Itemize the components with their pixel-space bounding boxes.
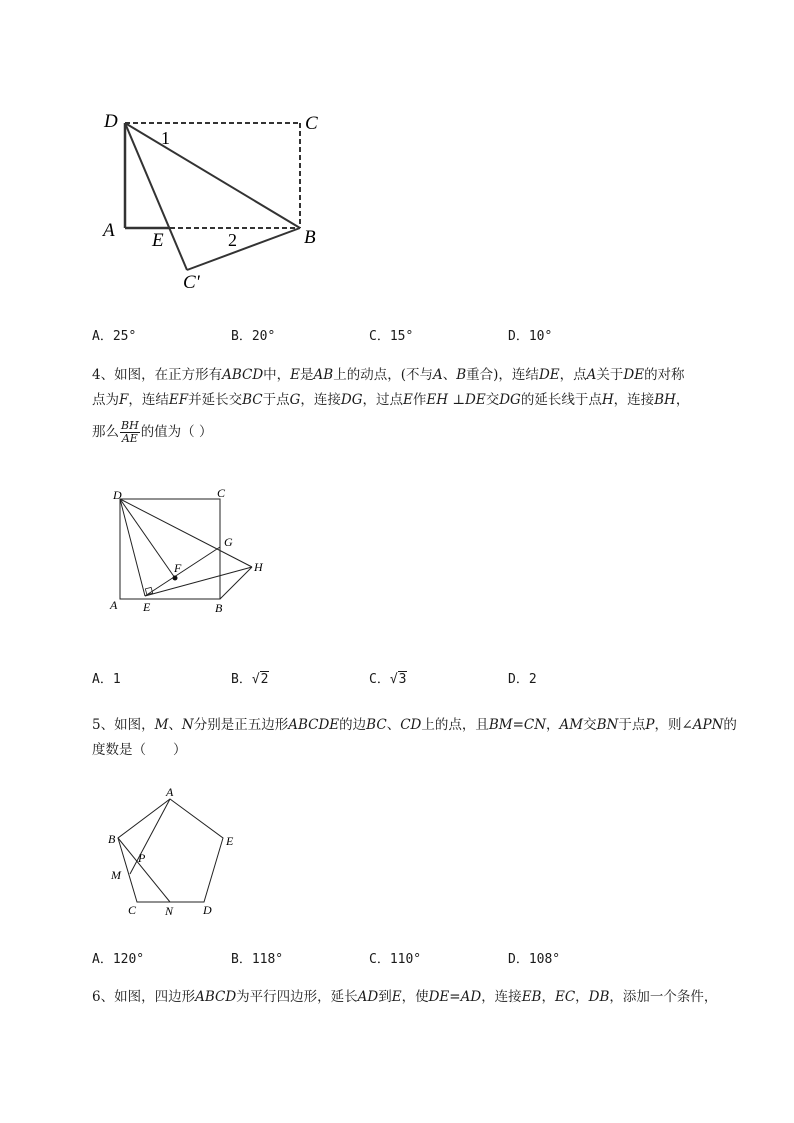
q5-seg: 5、如图， — [92, 717, 155, 733]
q4-option-c-radicand: 3 — [398, 672, 407, 687]
q4-seg: H — [601, 392, 614, 408]
q4-seg: 的对称 — [644, 367, 685, 383]
q4-line-eh — [145, 567, 252, 596]
q4-label-b: B — [215, 601, 223, 615]
q4-option-b-prefix: B． — [231, 672, 252, 687]
q5-label-d: D — [203, 903, 212, 917]
q5-seg: BN — [596, 717, 619, 733]
q4-seg: ，点 — [559, 367, 587, 383]
q4-seg: A — [432, 367, 443, 383]
q4-seg: DE — [538, 367, 560, 383]
q4-seg: ABCD — [222, 367, 264, 383]
q5-seg: 、 — [386, 717, 401, 733]
q5-seg: CD — [400, 717, 422, 733]
q4-seg: A — [586, 367, 597, 383]
q3-option-d: D．10° — [508, 329, 553, 344]
q5-option-a: A．120° — [92, 952, 145, 967]
q4-option-c — [369, 668, 407, 687]
q5-seg: 的边 — [339, 717, 367, 733]
q4-figure — [105, 485, 275, 620]
q4-seg: E — [290, 367, 301, 383]
q4-seg: DG — [499, 392, 521, 408]
q3-label-e: E — [152, 230, 164, 251]
q4-seg: ，连结 — [128, 392, 169, 408]
q4-seg: 、 — [442, 367, 457, 383]
q4-seg: EF — [168, 392, 189, 408]
q5-label-c: C — [128, 903, 137, 917]
q4-seg: AB — [313, 367, 334, 383]
q4-option-c-prefix: C． — [369, 672, 390, 687]
q3-option-c: C．15° — [369, 329, 414, 344]
q6-seg: ， — [541, 989, 555, 1005]
q5-seg: 于点 — [618, 717, 646, 733]
q4-seg: F — [119, 392, 129, 408]
q4-seg: ，连接 — [613, 392, 655, 408]
q3-label-cprime: C' — [183, 272, 200, 293]
q5-seg: ABCDE — [288, 717, 340, 733]
q5-line-am — [130, 799, 170, 874]
q4-seg: 于点 — [262, 392, 290, 408]
q5-seg: APN — [692, 717, 724, 733]
q4-seg: B — [456, 367, 467, 383]
q5-label-n: N — [165, 904, 174, 918]
q6-seg: DB — [588, 989, 610, 1005]
q4-seg: 作 — [412, 392, 427, 408]
q4-seg: G — [289, 392, 301, 408]
q5-option-b: B．118° — [231, 952, 284, 967]
q4-frac-den: AE — [121, 432, 138, 445]
q3-option-a: A．25° — [92, 329, 137, 344]
q5-seg: ， — [546, 717, 560, 733]
q4-line-df — [120, 499, 175, 578]
q4-seg: E — [403, 392, 413, 408]
q5-text-line2: 度数是（ ） — [92, 742, 187, 758]
q6-seg: 到 — [378, 989, 392, 1005]
q5-seg: 分别是正五边形 — [193, 717, 289, 733]
q4-option-b-sqrt — [252, 671, 270, 687]
q4-seg: 点为 — [92, 392, 119, 408]
q3-line-db — [125, 123, 300, 228]
q4-seg: 重合)，连结 — [466, 367, 539, 383]
q5-label-a: A — [166, 785, 174, 799]
q4-label-c: C — [217, 486, 226, 500]
q4-line3-suffix: 的值为（ ） — [140, 424, 213, 440]
q4-seg: 的延长线于点 — [520, 392, 602, 408]
q6-seg: ，添加一个条件， — [609, 989, 718, 1005]
q3-label-2: 2 — [228, 230, 237, 250]
q4-seg: DE — [465, 392, 486, 408]
q4-square — [120, 499, 220, 599]
q5-option-c: C．110° — [369, 952, 422, 967]
q6-seg: 为平行四边形，延长 — [236, 989, 358, 1005]
q4-seg: DG — [340, 392, 363, 408]
q6-seg: EC — [554, 989, 576, 1005]
q4-seg: ，连接 — [300, 392, 341, 408]
q4-label-g: G — [224, 535, 233, 549]
q4-seg: BH — [654, 392, 676, 408]
q4-seg: ，过点 — [362, 392, 404, 408]
q6-seg: E — [391, 989, 402, 1005]
q5-figure — [100, 782, 250, 922]
q4-seg: ⊥ — [448, 392, 466, 408]
q4-text-line1 — [92, 365, 685, 385]
q4-text-line2 — [92, 390, 689, 410]
q6-text-line1 — [92, 987, 717, 1007]
q3-label-1: 1 — [161, 128, 170, 148]
q4-seg: 上的动点，(不与 — [333, 367, 433, 383]
q3-figure — [95, 100, 335, 300]
q6-seg: ，使 — [401, 989, 429, 1005]
sqrt-symbol: √ — [251, 672, 260, 687]
q5-label-p: P — [138, 851, 146, 865]
q5-seg: 的 — [723, 717, 737, 733]
q5-option-d: D．108° — [508, 952, 561, 967]
q4-line-dh — [120, 499, 252, 567]
q6-seg: DE=AD — [428, 989, 482, 1005]
q4-seg: 是 — [300, 367, 314, 383]
q4-label-a: A — [110, 598, 118, 612]
q5-seg: BM=CN — [488, 717, 547, 733]
q4-text-line3 — [92, 420, 212, 445]
q6-seg: 6、如图，四边形 — [92, 989, 196, 1005]
q4-option-a: A．1 — [92, 672, 121, 687]
q3-label-c: C — [305, 113, 318, 134]
q4-option-b-radicand: 2 — [260, 672, 269, 687]
q5-seg: BC — [366, 717, 387, 733]
q5-label-e: E — [226, 834, 234, 848]
q5-seg: AM — [559, 717, 584, 733]
q6-seg: EB — [521, 989, 542, 1005]
q4-point-f — [173, 576, 178, 581]
q4-fraction — [120, 420, 140, 445]
q3-line-cprime-b — [187, 228, 300, 270]
q5-seg: 上的点，且 — [421, 717, 489, 733]
sqrt-symbol: √ — [389, 672, 398, 687]
q4-seg: EH — [426, 392, 449, 408]
q3-label-b: B — [304, 227, 316, 248]
q6-seg: ，连接 — [481, 989, 522, 1005]
q4-label-f: F — [174, 561, 182, 575]
q4-frac-num: BH — [121, 419, 139, 432]
q4-label-h: H — [254, 560, 263, 574]
q4-line3-prefix: 那么 — [92, 424, 119, 440]
q4-option-c-sqrt — [390, 671, 408, 687]
q4-seg: BC — [242, 392, 263, 408]
q5-seg: 、 — [168, 717, 182, 733]
q4-seg: 中， — [263, 367, 291, 383]
q4-seg: 关于 — [596, 367, 624, 383]
q4-seg: 交 — [485, 392, 500, 408]
q4-seg: 4、如图，在正方形有 — [92, 367, 223, 383]
q4-line-eg — [145, 547, 220, 596]
q4-seg: ， — [675, 392, 690, 408]
q4-seg: DE — [623, 367, 645, 383]
q5-seg: 交 — [583, 717, 597, 733]
q6-seg: ABCD — [195, 989, 237, 1005]
q5-seg: N — [181, 717, 194, 733]
q5-label-m: M — [111, 868, 121, 882]
q6-seg: AD — [357, 989, 379, 1005]
q4-line-de — [120, 499, 145, 596]
q4-seg: 并延长交 — [188, 392, 243, 408]
q4-option-d: D．2 — [508, 672, 537, 687]
q5-pentagon — [118, 799, 223, 902]
q3-option-b: B．20° — [231, 329, 276, 344]
q3-label-a: A — [103, 220, 115, 241]
q5-seg: P — [645, 717, 655, 733]
q3-label-d: D — [104, 111, 118, 132]
q5-text-line1 — [92, 715, 737, 735]
q6-seg: ， — [575, 989, 589, 1005]
q5-seg: M — [154, 717, 169, 733]
q5-seg: ，则∠ — [654, 717, 693, 733]
q4-label-d: D — [113, 488, 122, 502]
q5-label-b: B — [108, 832, 116, 846]
q4-label-e: E — [143, 600, 151, 614]
q4-option-b — [231, 668, 269, 687]
